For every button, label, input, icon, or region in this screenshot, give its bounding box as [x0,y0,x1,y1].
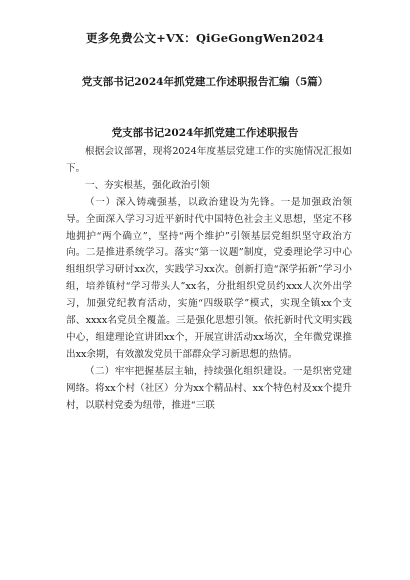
document-title: 党支部书记2024年抓党建工作述职报告 [111,127,299,139]
paragraph-political-building: （一）深入铸魂强基，以政治建设为先锋。一是加强政治领导。全面深入学习习近平新时代中国特色社会主义思想，坚定不移地拥护“两个确立”，坚持“两个维护”引领基层党组织坚守政治方向。二是推进系统学习。落实“第一议题”制度，党委理论学习中心组组织学习研讨xx次，实践学习xx次。创新打造“深学拓新”学习小组，培养镇村“学习带头人”xx名，分批组织党员约xxx人次外出学习，加强党纪教育活动，实施“四级联学”模式，实现全镇xx个支部、xxxx名党员全覆盖。三是强化思想引领。依托新时代文明实践中心，组建理论宣讲团xx个，开展宣讲活动xx场次，全年微党课推出xx余期，有效激发党员干部群众学习新思想的热情。 [66,196,352,360]
watermark-contact: 更多免费公文+VX：QiGeGongWen2024 [85,31,325,45]
paragraph-organization-building: （二）牢牢把握基层主轴，持续强化组织建设。一是织密党建网络。将xx个村（社区）分为xx个精品村、xx个特色村及xx个提升村，以联村党委为纽带，推进“三联 [66,365,352,411]
section-heading: 一、夯实根基，强化政治引领 [85,179,210,191]
document-body [66,144,352,415]
collection-title: 党支部书记2024年抓党建工作述职报告汇编（5篇） [81,76,329,88]
paragraph-intro: 根据会议部署，现将2024年度基层党建工作的实施情况汇报如下。 [66,146,352,174]
